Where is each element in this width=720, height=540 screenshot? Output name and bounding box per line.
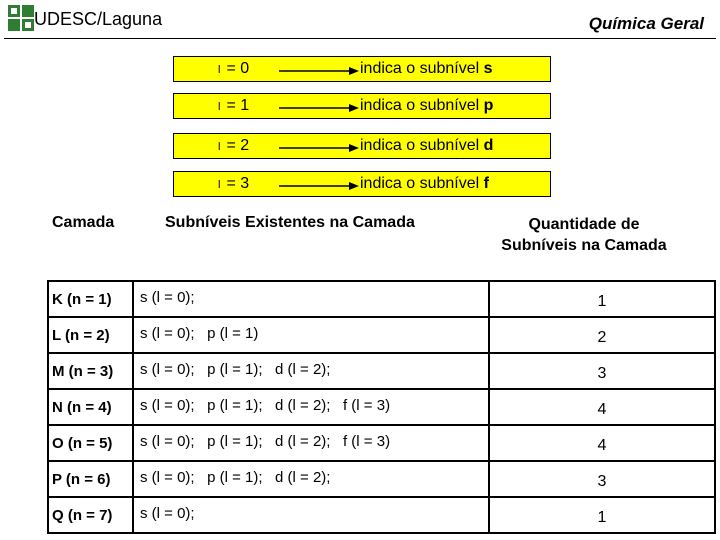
camada-cell: Q (n = 7)	[48, 497, 133, 533]
quantum-box-2	[173, 133, 551, 159]
l-value: l = 2	[218, 137, 250, 154]
column-header-quantidade: Quantidade de Subníveis na Camada	[501, 216, 667, 254]
subniveis-cell: s (l = 0); p (l = 1); d (l = 2); f (l = 3)	[133, 389, 489, 425]
camada-cell: N (n = 4)	[48, 389, 133, 425]
camada-cell: M (n = 3)	[48, 353, 133, 389]
subnivel-text: indica o subnível f	[360, 175, 489, 192]
table-row	[48, 389, 715, 425]
quantidade-cell: 2	[489, 317, 715, 353]
course-title: Química Geral	[588, 14, 704, 33]
l-value: l = 3	[218, 175, 250, 192]
udesc-logo-icon	[6, 3, 36, 33]
quantidade-cell: 1	[489, 281, 715, 317]
arrow-right-icon	[279, 181, 359, 191]
arrow-right-icon	[279, 66, 359, 76]
quantidade-cell: 3	[489, 353, 715, 389]
arrow-right-icon	[279, 103, 359, 113]
column-header-subniveis: Subníveis Existentes na Camada	[165, 214, 415, 231]
subniveis-cell: s (l = 0); p (l = 1); d (l = 2);	[133, 461, 489, 497]
brand-name: UDESC/Laguna	[34, 9, 163, 29]
camadas-table	[47, 280, 716, 534]
camada-cell: P (n = 6)	[48, 461, 133, 497]
table-row	[48, 425, 715, 461]
table-row	[48, 317, 715, 353]
subnivel-text: indica o subnível d	[360, 137, 494, 154]
subniveis-cell: s (l = 0); p (l = 1); d (l = 2); f (l = 3)	[133, 425, 489, 461]
l-value: l = 1	[218, 97, 250, 114]
quantidade-cell: 1	[489, 497, 715, 533]
subniveis-cell: s (l = 0); p (l = 1)	[133, 317, 489, 353]
table-row	[48, 497, 715, 533]
arrow-right-icon	[279, 143, 359, 153]
camada-cell: L (n = 2)	[48, 317, 133, 353]
subniveis-cell: s (l = 0); p (l = 1); d (l = 2);	[133, 353, 489, 389]
subnivel-text: indica o subnível s	[360, 60, 493, 77]
table-row	[48, 353, 715, 389]
camada-cell: O (n = 5)	[48, 425, 133, 461]
quantidade-cell: 3	[489, 461, 715, 497]
subnivel-text: indica o subnível p	[360, 97, 494, 114]
subniveis-cell: s (l = 0);	[133, 281, 489, 317]
quantum-box-0	[173, 56, 551, 82]
camada-cell: K (n = 1)	[48, 281, 133, 317]
quantidade-cell: 4	[489, 389, 715, 425]
column-header-camada: Camada	[52, 214, 115, 231]
l-value: l = 0	[218, 60, 250, 77]
subniveis-cell: s (l = 0);	[133, 497, 489, 533]
table-row	[48, 281, 715, 317]
table-row	[48, 461, 715, 497]
header-divider	[4, 38, 716, 39]
quantidade-cell: 4	[489, 425, 715, 461]
header	[0, 0, 720, 40]
quantum-box-1	[173, 93, 551, 119]
quantum-box-3	[173, 171, 551, 197]
